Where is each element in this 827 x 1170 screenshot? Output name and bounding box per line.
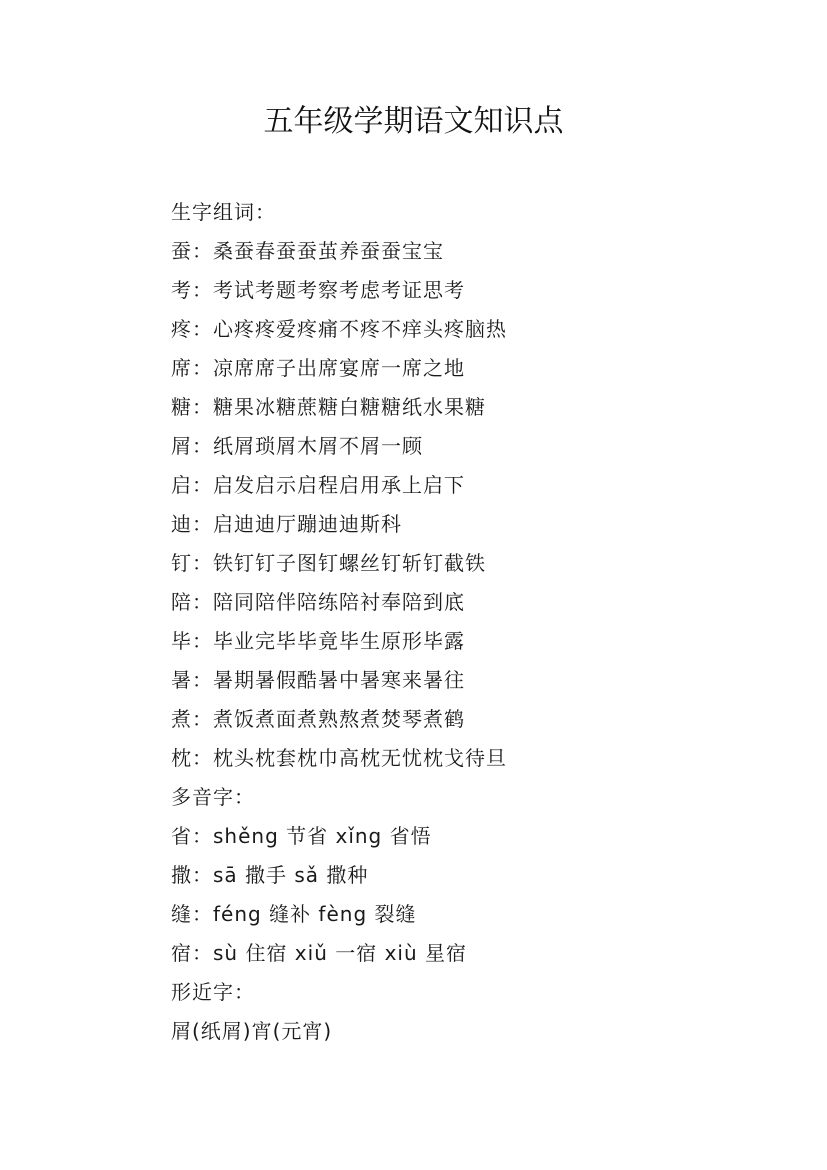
text-line: 毕：毕业完毕毕竟毕生原形毕露 xyxy=(171,629,465,653)
document-body xyxy=(171,193,771,1051)
text-line: 缝：féng 缝补 fèng 裂缝 xyxy=(171,902,417,926)
text-line: 煮：煮饭煮面煮熟熬煮焚琴煮鹤 xyxy=(171,707,465,731)
text-line: 钉：铁钉钉子图钉螺丝钉斩钉截铁 xyxy=(171,551,486,575)
text-line: 省：shěng 节省 xǐng 省悟 xyxy=(171,824,432,848)
text-line: 蚕：桑蚕春蚕蚕茧养蚕蚕宝宝 xyxy=(171,239,444,263)
section-heading-polyphones: 多音字： xyxy=(171,785,255,809)
text-line: 启：启发启示启程启用承上启下 xyxy=(171,473,465,497)
section-heading-similar-characters: 形近字： xyxy=(171,980,255,1004)
text-line: 枕：枕头枕套枕巾高枕无忧枕戈待旦 xyxy=(171,746,507,770)
text-line: 迪：启迪迪厅蹦迪迪斯科 xyxy=(171,512,402,536)
section-heading-new-characters: 生字组词： xyxy=(171,200,276,224)
text-line: 撒：sā 撒手 sǎ 撒种 xyxy=(171,863,369,887)
text-line: 暑：暑期暑假酷暑中暑寒来暑往 xyxy=(171,668,465,692)
document-title: 五年级学期语文知识点 xyxy=(263,104,564,139)
text-line: 糖：糖果冰糖蔗糖白糖糖纸水果糖 xyxy=(171,395,486,419)
text-line: 屑：纸屑琐屑木屑不屑一顾 xyxy=(171,434,423,458)
text-line: 考：考试考题考察考虑考证思考 xyxy=(171,278,465,302)
text-line: 陪：陪同陪伴陪练陪衬奉陪到底 xyxy=(171,590,465,614)
text-line: 宿：sù 住宿 xiǔ 一宿 xiù 星宿 xyxy=(171,941,468,965)
text-line: 屑(纸屑)宵(元宵) xyxy=(171,1019,333,1043)
text-line: 席：凉席席子出席宴席一席之地 xyxy=(171,356,465,380)
text-line: 疼：心疼疼爱疼痛不疼不痒头疼脑热 xyxy=(171,317,507,341)
